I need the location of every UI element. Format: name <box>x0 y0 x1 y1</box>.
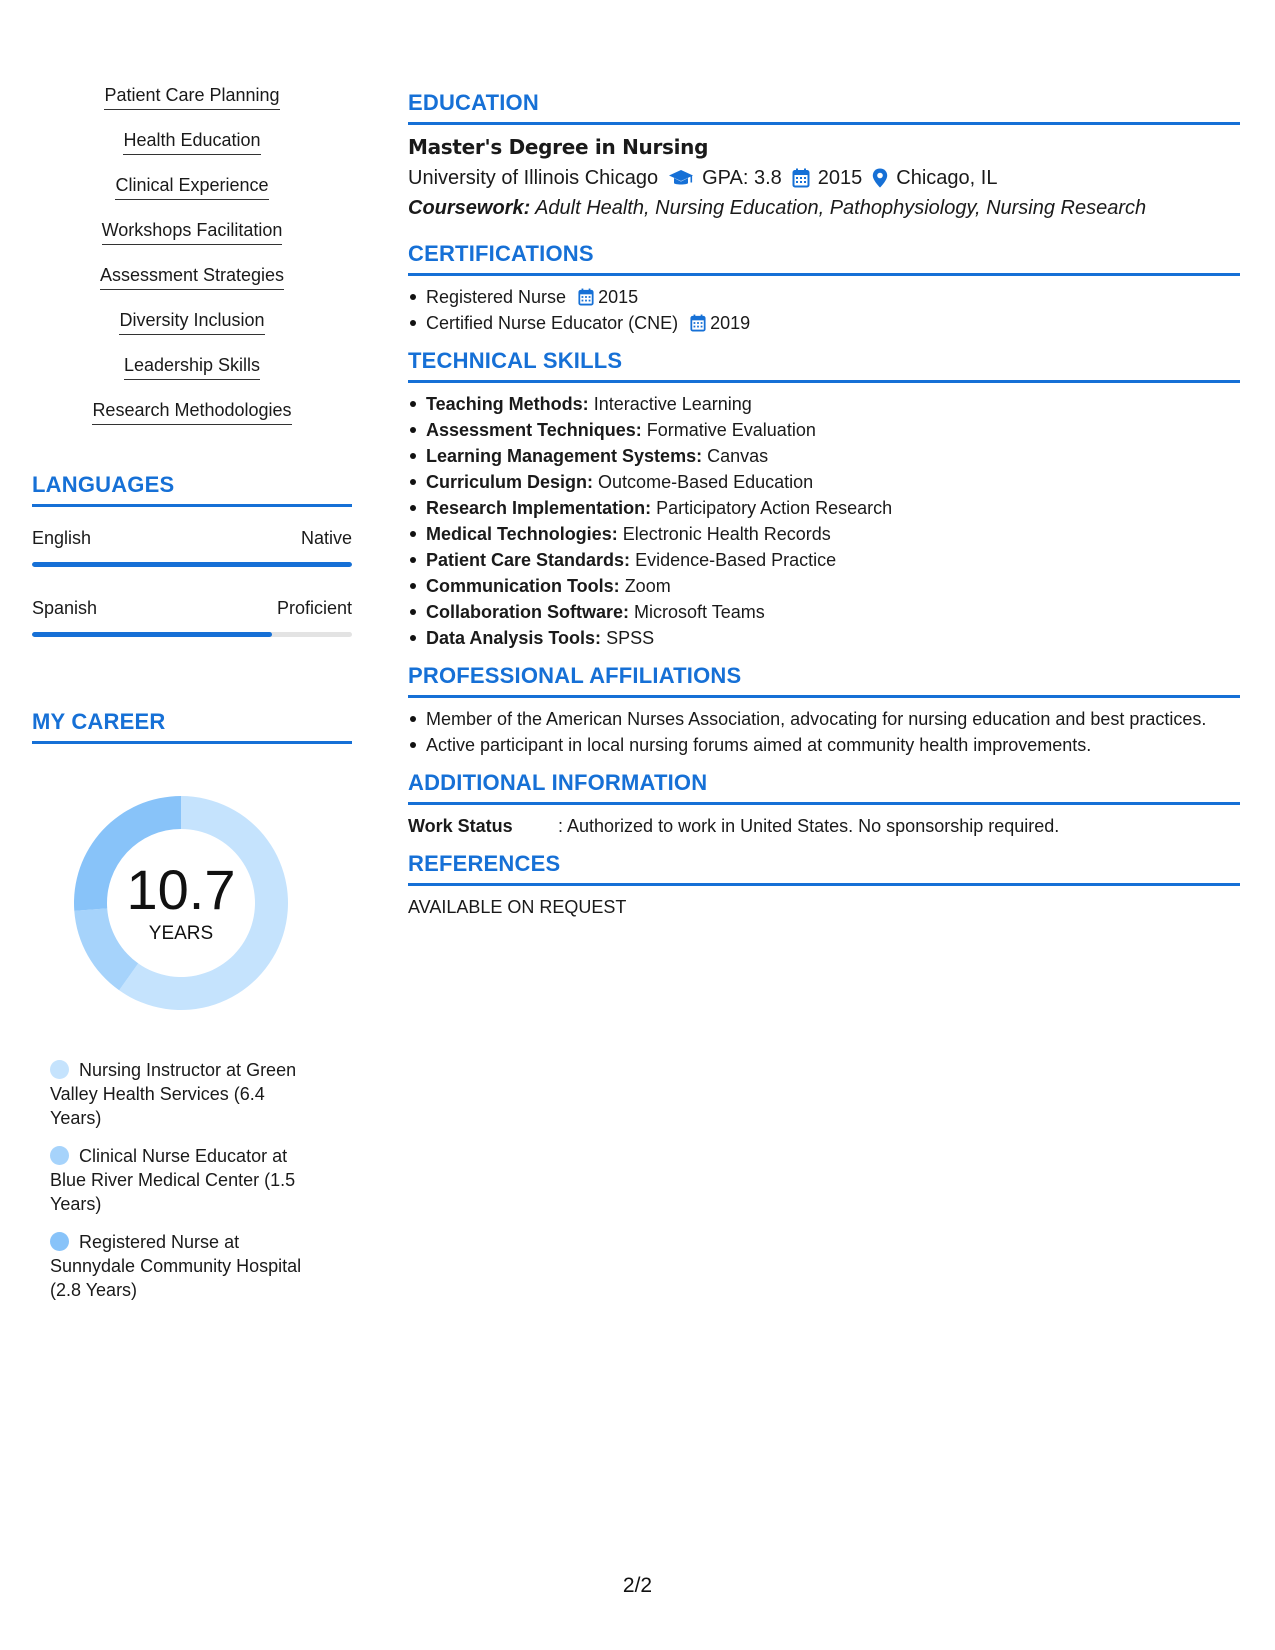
skills-list <box>32 84 352 444</box>
affiliations-list <box>408 708 1240 756</box>
degree-title: Master's Degree in Nursing <box>408 135 709 159</box>
legend-dot <box>50 1146 69 1165</box>
work-status-row <box>408 815 1240 837</box>
certifications-section <box>408 241 1240 334</box>
skill-key: Patient Care Standards: <box>426 550 631 570</box>
skill-item: Patient Care Planning <box>104 84 279 110</box>
technical-skills-heading: TECHNICAL SKILLS <box>408 348 1240 383</box>
affiliation-item: Member of the American Nurses Association, advocating for nursing education and best practices. <box>408 708 1240 730</box>
career-total: 10.7 <box>126 858 236 921</box>
work-status-label: Work Status <box>408 816 513 836</box>
certification-year: 2015 <box>598 287 639 307</box>
education-details <box>408 165 1240 191</box>
career-heading: MY CAREER <box>32 709 352 744</box>
skill-key: Research Implementation: <box>426 498 652 518</box>
legend-label: Registered Nurse at Sunnydale Community Hospital (2.8 Years) <box>50 1232 302 1300</box>
skill-key: Teaching Methods: <box>426 394 589 414</box>
skill-item: Health Education <box>123 129 260 155</box>
skill-key: Assessment Techniques: <box>426 420 642 440</box>
skill-value: Participatory Action Research <box>656 498 893 518</box>
technical-skill-item <box>408 445 1240 467</box>
school-name: University of Illinois Chicago <box>408 167 659 189</box>
technical-skill-item <box>408 601 1240 623</box>
language-name: Spanish <box>32 598 98 618</box>
certification-name: Certified Nurse Educator (CNE) <box>426 313 679 333</box>
main-content <box>408 90 1240 932</box>
career-section <box>32 709 352 1302</box>
skill-item: Research Methodologies <box>92 399 291 425</box>
skill-value: Formative Evaluation <box>646 420 816 440</box>
technical-skill-item <box>408 627 1240 649</box>
legend-item <box>50 1058 320 1130</box>
skill-key: Medical Technologies: <box>426 524 618 544</box>
coursework <box>408 195 1240 221</box>
languages-heading: LANGUAGES <box>32 472 352 507</box>
technical-skills-list <box>408 393 1240 649</box>
language-bar <box>32 562 352 567</box>
technical-skill-item <box>408 393 1240 415</box>
language-spanish <box>32 597 352 637</box>
language-english <box>32 527 352 567</box>
skill-value: Zoom <box>624 576 671 596</box>
certification-name: Registered Nurse <box>426 287 567 307</box>
gpa: GPA: 3.8 <box>702 167 782 189</box>
calendar-icon <box>690 314 706 332</box>
skill-value: SPSS <box>606 628 655 648</box>
technical-skill-item <box>408 523 1240 545</box>
language-bar-fill <box>32 632 272 637</box>
language-level: Proficient <box>276 598 352 618</box>
coursework-list: Adult Health, Nursing Education, Pathophysiology, Nursing Research <box>535 197 1147 219</box>
certifications-list <box>408 286 1240 334</box>
skill-key: Communication Tools: <box>426 576 620 596</box>
affiliations-heading: PROFESSIONAL AFFILIATIONS <box>408 663 1240 698</box>
technical-skill-item <box>408 497 1240 519</box>
calendar-icon <box>792 168 810 188</box>
career-donut <box>66 788 296 1018</box>
skill-value: Evidence-Based Practice <box>635 550 837 570</box>
certifications-heading: CERTIFICATIONS <box>408 241 1240 276</box>
calendar-icon <box>578 288 594 306</box>
career-legend <box>50 1058 320 1302</box>
legend-item <box>50 1230 320 1302</box>
location-pin-icon <box>872 168 888 188</box>
references-text: AVAILABLE ON REQUEST <box>408 897 627 917</box>
skill-value: Electronic Health Records <box>622 524 831 544</box>
additional-info-section <box>408 770 1240 837</box>
languages-section <box>32 472 352 637</box>
skill-value: Outcome-Based Education <box>598 472 814 492</box>
legend-dot <box>50 1060 69 1079</box>
skill-item: Leadership Skills <box>124 354 260 380</box>
graduation-cap-icon <box>668 169 694 187</box>
school-location: Chicago, IL <box>896 167 998 189</box>
career-unit: YEARS <box>148 923 214 944</box>
additional-info-heading: ADDITIONAL INFORMATION <box>408 770 1240 805</box>
work-status-value: : Authorized to work in United States. No sponsorship required. <box>558 816 1060 836</box>
certification-item <box>408 312 1240 334</box>
language-level: Native <box>300 528 352 548</box>
skill-key: Curriculum Design: <box>426 472 594 492</box>
skill-item: Assessment Strategies <box>100 264 284 290</box>
skill-item: Clinical Experience <box>115 174 268 200</box>
legend-item <box>50 1144 320 1216</box>
coursework-label: Coursework: <box>408 197 531 219</box>
graduation-year: 2015 <box>817 167 863 189</box>
skill-value: Interactive Learning <box>593 394 752 414</box>
sidebar <box>32 84 352 1316</box>
language-bar-fill <box>32 562 352 567</box>
legend-dot <box>50 1232 69 1251</box>
references-section <box>408 851 1240 918</box>
skill-key: Collaboration Software: <box>426 602 630 622</box>
technical-skill-item <box>408 575 1240 597</box>
page-number: 2/2 <box>622 1574 653 1597</box>
affiliations-section <box>408 663 1240 756</box>
skill-item: Workshops Facilitation <box>102 219 283 245</box>
education-heading: EDUCATION <box>408 90 1240 125</box>
skill-value: Canvas <box>707 446 769 466</box>
technical-skill-item <box>408 419 1240 441</box>
language-bar <box>32 632 352 637</box>
education-section <box>408 90 1240 221</box>
technical-skill-item <box>408 471 1240 493</box>
skill-key: Learning Management Systems: <box>426 446 703 466</box>
technical-skills-section <box>408 348 1240 649</box>
certification-item <box>408 286 1240 308</box>
references-heading: REFERENCES <box>408 851 1240 886</box>
language-name: English <box>32 528 92 548</box>
skill-item: Diversity Inclusion <box>119 309 264 335</box>
legend-label: Nursing Instructor at Green Valley Health Services (6.4 Years) <box>50 1060 297 1128</box>
skill-key: Data Analysis Tools: <box>426 628 602 648</box>
legend-label: Clinical Nurse Educator at Blue River Medical Center (1.5 Years) <box>50 1146 296 1214</box>
skill-value: Microsoft Teams <box>634 602 765 622</box>
technical-skill-item <box>408 549 1240 571</box>
certification-year: 2019 <box>710 313 751 333</box>
affiliation-item: Active participant in local nursing forums aimed at community health improvements. <box>408 734 1240 756</box>
